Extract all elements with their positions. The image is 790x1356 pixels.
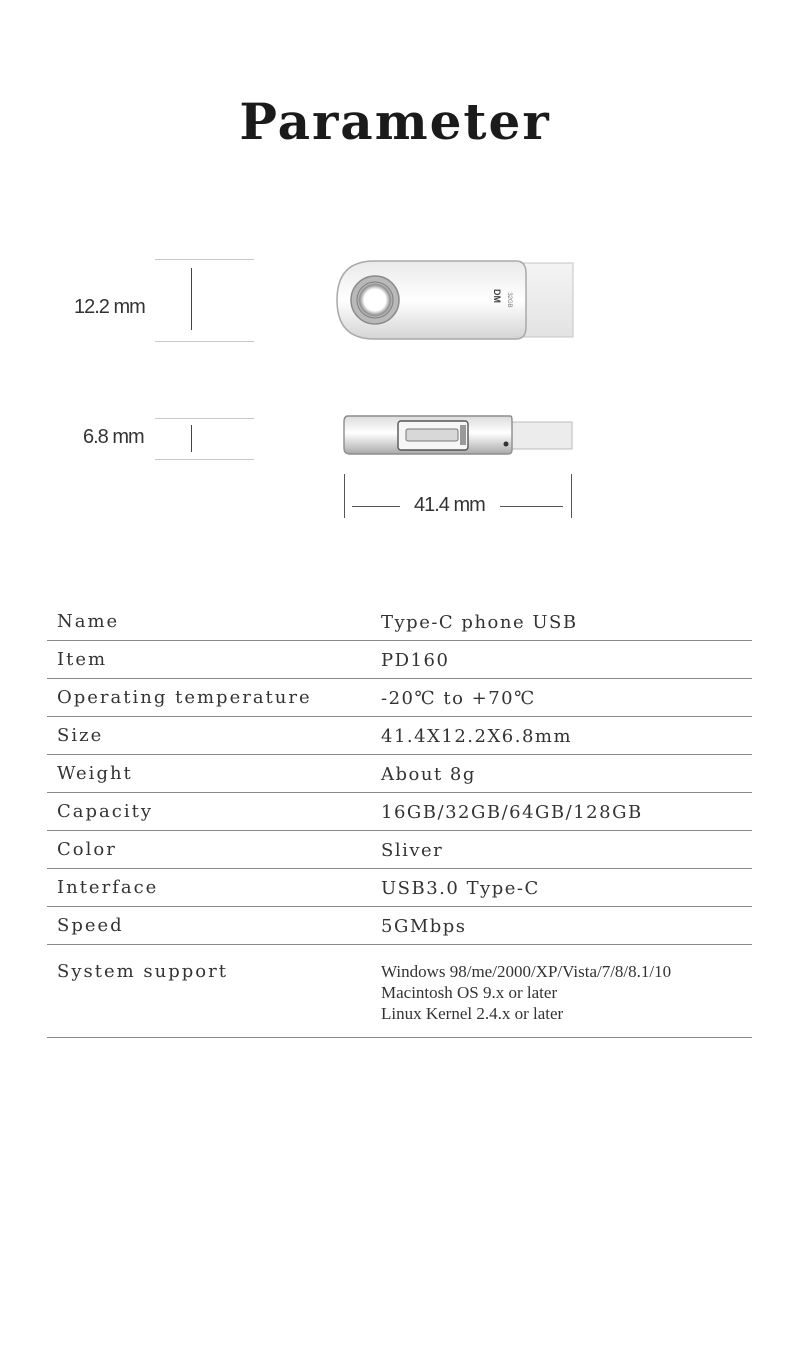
length-line-left <box>352 506 400 507</box>
thickness-guide-top <box>155 418 254 419</box>
spec-label: System support <box>57 961 228 982</box>
spec-label: Weight <box>57 763 133 784</box>
table-row <box>47 717 752 755</box>
spec-value: USB3.0 Type-C <box>381 878 540 899</box>
spec-label: Interface <box>57 877 159 898</box>
table-row <box>47 793 752 831</box>
thickness-label: 6.8 mm <box>83 426 144 448</box>
spec-label: Item <box>57 649 108 670</box>
thickness-guide-bottom <box>155 459 254 460</box>
system-support-item: Windows 98/me/2000/XP/Vista/7/8/8.1/10 <box>381 962 672 981</box>
table-row <box>47 869 752 907</box>
spec-label: Size <box>57 725 104 746</box>
spec-value: -20℃ to +70℃ <box>381 688 536 709</box>
spec-label: Speed <box>57 915 124 936</box>
drive-capacity-text: 32GB <box>506 292 512 308</box>
table-row <box>47 831 752 869</box>
spec-label: Color <box>57 839 117 860</box>
drive-logo-text: DM <box>492 289 502 303</box>
length-label: 41.4 mm <box>414 494 485 516</box>
length-guide-left <box>344 474 345 518</box>
height-marker <box>191 268 192 330</box>
usb-drive-top-view <box>334 258 579 342</box>
usb-drive-side-view <box>340 412 575 458</box>
height-guide-bottom <box>155 341 254 342</box>
spec-value: Type-C phone USB <box>381 612 578 633</box>
system-support-item: Macintosh OS 9.x or later <box>381 983 558 1002</box>
length-line-right <box>500 506 563 507</box>
length-guide-right <box>571 474 572 518</box>
table-row <box>47 907 752 945</box>
spec-value: About 8g <box>381 764 476 785</box>
spec-value: 41.4X12.2X6.8mm <box>381 726 573 747</box>
spec-value: 5GMbps <box>381 916 467 937</box>
system-support-item: Linux Kernel 2.4.x or later <box>381 1004 564 1023</box>
height-guide-top <box>155 259 254 260</box>
table-row <box>47 755 752 793</box>
system-support-list <box>381 961 671 1024</box>
height-label: 12.2 mm <box>74 296 145 318</box>
table-row <box>47 679 752 717</box>
spec-table <box>47 603 752 1038</box>
spec-value: PD160 <box>381 650 450 671</box>
page-title: Parameter <box>239 92 551 151</box>
spec-label: Name <box>57 611 120 632</box>
spec-label: Operating temperature <box>57 687 312 708</box>
spec-label: Capacity <box>57 801 153 822</box>
table-row-system-support <box>47 945 752 1038</box>
table-row <box>47 603 752 641</box>
thickness-marker <box>191 425 192 452</box>
table-row <box>47 641 752 679</box>
spec-value: Sliver <box>381 840 444 861</box>
spec-value: 16GB/32GB/64GB/128GB <box>381 802 643 823</box>
